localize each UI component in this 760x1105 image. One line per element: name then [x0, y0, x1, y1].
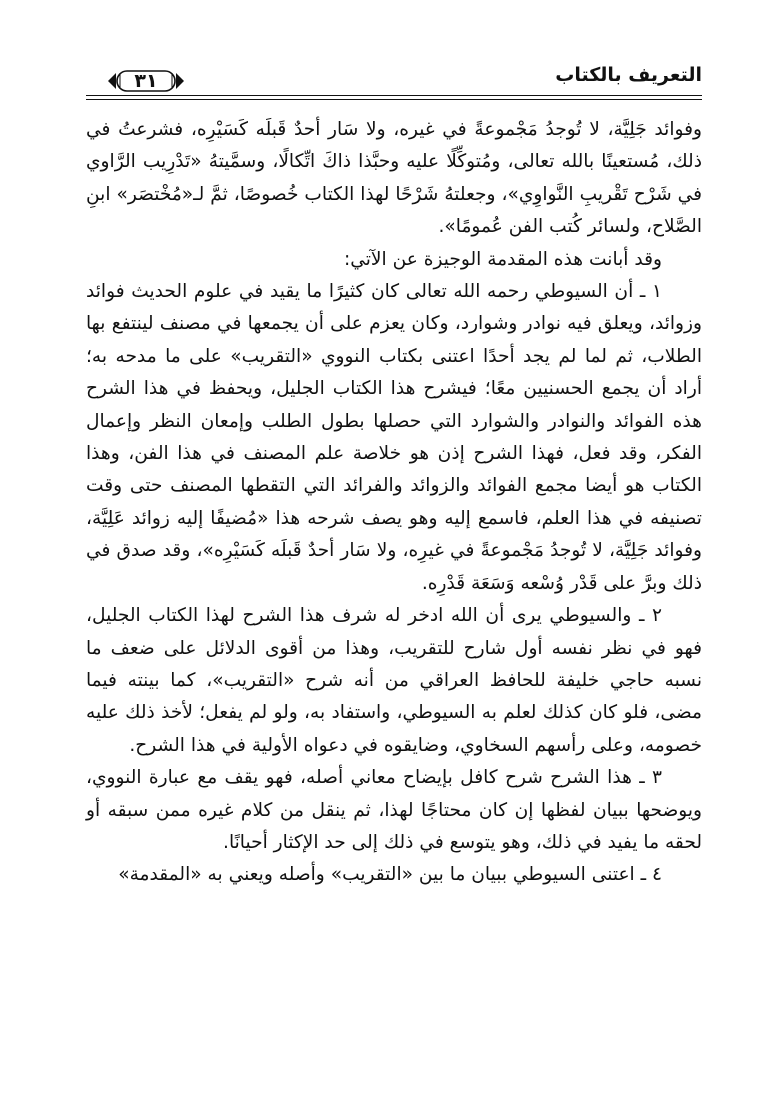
paragraph: ١ ـ أن السيوطي رحمه الله تعالى كان كثيرًا ما يقيد في علوم الحديث فوائد وزوائد، ويعلق فيه نوادر وشوارد، وكان يعزم على أن يجمعها في مصنف لينتفع بها الطلاب، ثم لما لم يجد أحدًا اعتنى بكتاب النووي «التقريب» على ما مدحه به؛ أراد أن يجمع الحسنيين معًا؛ فيشرح هذا الكتاب الجليل، ويحفظ في هذا الشرح هذه الفوائد والنوادر والشوارد التي حصلها بطول الطلب وإمعان النظر وإعمال الفكر، وقد فعل، فهذا الشرح إذن هو خلاصة علم المصنف في هذا الفن، وهذا الكتاب هو أيضا مجمع الفوائد والزوائد والفرائد التي التقطها المصنف حتى وقت تصنيفه في هذا العلم، فاسمع إليه وهو يصف شرحه هذا «مُضيفًا إليه زوائد عَلِيَّة، وفوائد جَلِيَّة، لا تُوجدُ مَجْموعةً في غيرِه، ولا سَار أحدٌ قَبلَه كَسَيْرِه»، وقد صدق في ذلك وبرَّ على قَدْر وُسْعه وَسَعَة قَدْرِه. [86, 281, 702, 594]
header-rule [86, 95, 702, 96]
running-title: التعريف بالكتاب [555, 64, 702, 86]
paragraph: ٢ ـ والسيوطي يرى أن الله ادخر له شرف هذا الشرح لهذا الكتاب الجليل، فهو في نظر نفسه أول شارح للتقريب، وهذا من أقوى الدلائل على ضعف ما نسبه حاجي خليفة للحافظ العراقي من أنه شرح «التقريب»، كما بينته فيما مضى، فلو كان كذلك لعلم به السيوطي، واستفاد به، ولو لم يفعل؛ لأخذ ذلك عليه خصومه، وعلى رأسهم السخاوي، وضايقوه في دعواه الأولية في هذا الشرح. [86, 605, 702, 756]
page-body [86, 114, 702, 892]
paragraph: وقد أبانت هذه المقدمة الوجيزة عن الآتي: [343, 248, 662, 270]
header-rule-double [86, 99, 702, 100]
page-number: ٣١ [134, 70, 158, 92]
page-header [86, 62, 702, 102]
paragraph: ٣ ـ هذا الشرح شرح كافل بإيضاح معاني أصله، فهو يقف مع عبارة النووي، ويوضحها ببيان لفظها إن كان محتاجًا لهذا، ثم ينقل من كلام غيره ممن سبقه أو لحقه ما يفيد في ذلك، وهو يتوسع في ذلك إلى حد الإكثار أحيانًا. [86, 767, 702, 853]
paragraph: ٤ ـ اعتنى السيوطي ببيان ما بين «التقريب» وأصله ويعني به «المقدمة» [118, 864, 662, 886]
paragraph: وفوائد جَلِيَّة، لا تُوجدُ مَجْموعةً في غيره، ولا سَار أحدٌ قَبلَه كَسَيْرِه، فشرعتُ في ذلك، مُستعينًا بالله تعالى، ومُتوكِّلًا عليه وحبَّذا ذاكَ اتِّكالًا، وسمَّيتهُ «تَدْرِيب الرَّاوي في شَرْح تَقْريبِ النَّواوِي»، وجعلتهُ شَرْحًا لهذا الكتاب خُصوصًا، ثمَّ لـ«مُخْتصَر» ابنِ الصَّلاح، ولسائر كُتب الفن عُمومًا». [86, 119, 702, 238]
